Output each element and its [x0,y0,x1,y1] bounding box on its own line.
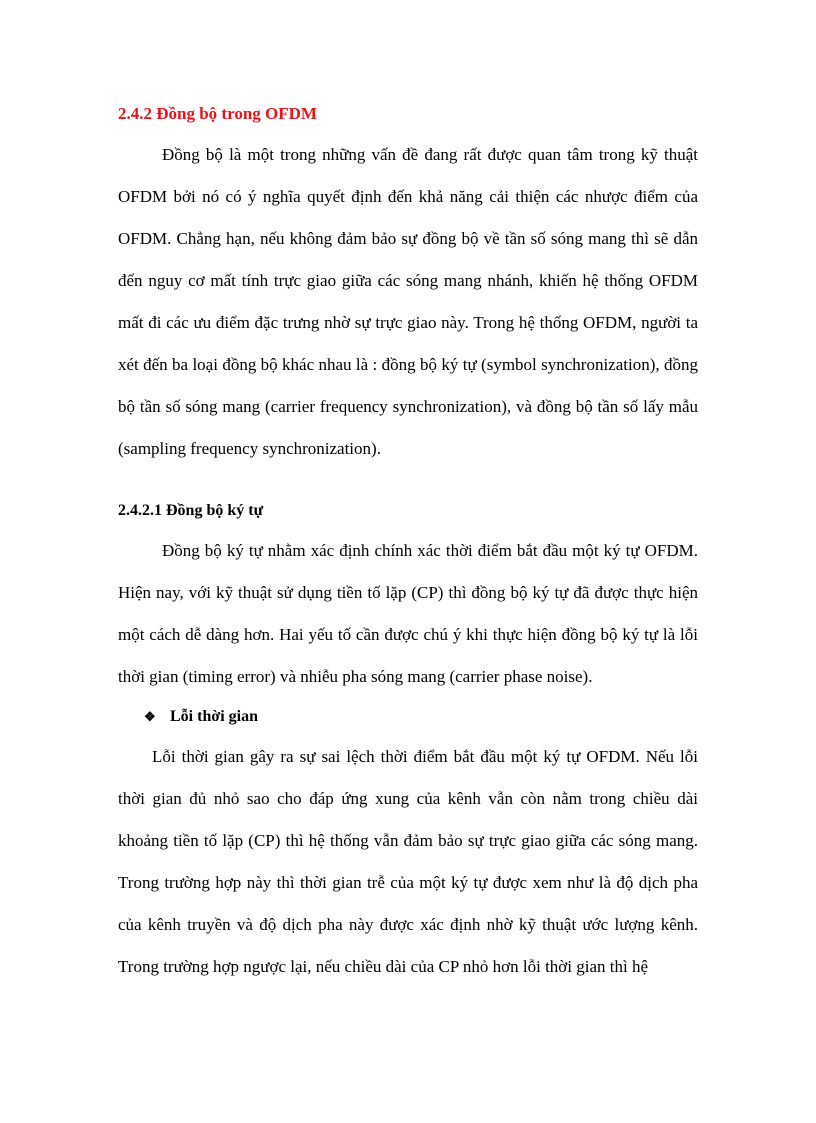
document-page [118,96,698,988]
bullet-paragraph: Lỗi thời gian gây ra sự sai lệch thời điểm bắt đầu một ký tự OFDM. Nếu lỗi thời gian đủ nhỏ sao cho đáp ứng xung của kênh vẫn còn nằm trong chiều dài khoảng tiền tố lặp (CP) thì hệ thống vẫn đảm bảo sự trực giao giữa các sóng mang. Trong trường hợp này thì thời gian trễ của một ký tự được xem như là độ dịch pha của kênh truyền và độ dịch pha này được xác định nhờ kỹ thuật ước lượng kênh. Trong trường hợp ngược lại, nếu chiều dài của CP nhỏ hơn lỗi thời gian thì hệ [118,747,698,976]
section-paragraph: Đồng bộ là một trong những vấn đề đang rất được quan tâm trong kỹ thuật OFDM bởi nó có ý nghĩa quyết định đến khả năng cải thiện các nhược điểm của OFDM. Chẳng hạn, nếu không đảm bảo sự đồng bộ về tần số sóng mang thì sẽ dẫn đến nguy cơ mất tính trực giao giữa các sóng mang nhánh, khiến hệ thống OFDM mất đi các ưu điểm đặc trưng nhờ sự trực giao này. Trong hệ thống OFDM, người ta xét đến ba loại đồng bộ khác nhau là : đồng bộ ký tự (symbol synchronization), đồng bộ tần số sóng mang (carrier frequency synchronization), và đồng bộ tần số lấy mẫu (sampling frequency synchronization). [118,145,698,458]
subsection-title: 2.4.2.1 Đồng bộ ký tự [118,502,264,519]
bullet-heading-label: Lỗi thời gian [170,708,258,725]
bullet-heading [118,698,698,736]
subsection-paragraph: Đồng bộ ký tự nhằm xác định chính xác thời điểm bắt đầu một ký tự OFDM. Hiện nay, với kỹ thuật sử dụng tiền tố lặp (CP) thì đồng bộ ký tự đã được thực hiện một cách dễ dàng hơn. Hai yếu tố cần được chú ý khi thực hiện đồng bộ ký tự là lỗi thời gian (timing error) và nhiễu pha sóng mang (carrier phase noise). [118,541,698,686]
diamond-bullet-icon: ❖ [144,709,156,724]
section-title: 2.4.2 Đồng bộ trong OFDM [118,104,317,123]
